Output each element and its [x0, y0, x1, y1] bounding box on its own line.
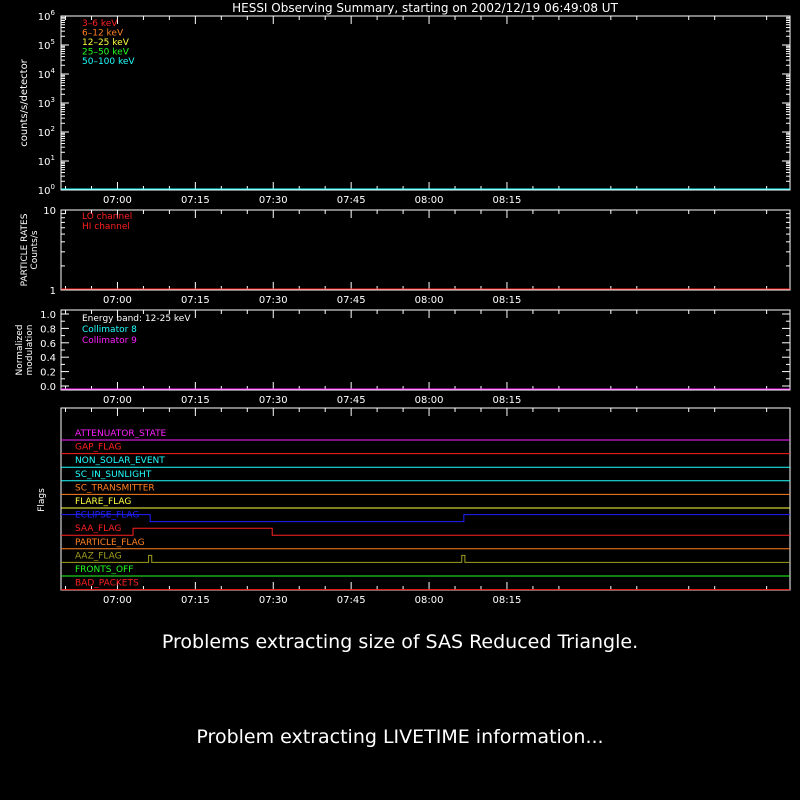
- y-tick-label: 1.0: [40, 310, 56, 321]
- flag-line-eclipse-flag: [61, 515, 790, 522]
- legend-entry: 6–12 keV: [82, 28, 124, 39]
- legend-entry: 3–6 keV: [82, 19, 118, 29]
- y-tick-exponent: 0: [50, 183, 55, 191]
- x-tick-label: 08:00: [414, 395, 444, 406]
- y-tick-exponent: 3: [50, 96, 55, 104]
- y-tick-label: $10^0$: [37, 183, 55, 197]
- x-tick-label: 07:00: [103, 195, 132, 206]
- flag-line-aaz-flag: [61, 555, 790, 562]
- y-tick-exponent: 6: [50, 9, 55, 17]
- y-axis-label-line1: PARTICLE RATES: [20, 213, 30, 287]
- x-tick-label: 07:15: [180, 595, 210, 606]
- legend-entry: LO channel: [82, 212, 133, 222]
- y-axis-label: Flags: [37, 488, 47, 512]
- flag-label: AAZ_FLAG: [75, 551, 122, 562]
- flag-label: FLARE_FLAG: [75, 497, 132, 507]
- flag-label: PARTICLE_FLAG: [75, 537, 145, 548]
- y-tick-label: 0.4: [40, 353, 56, 365]
- legend-entry: 12–25 keV: [82, 38, 129, 48]
- x-tick-label: 08:15: [492, 395, 522, 406]
- x-tick-label: 08:00: [414, 595, 444, 606]
- y-axis-label-line2: Counts/s: [30, 230, 40, 270]
- x-tick-label: 07:45: [336, 595, 366, 606]
- sas-error-message: Problems extracting size of SAS Reduced Triangle.: [161, 631, 639, 653]
- flag-label: SC_IN_SUNLIGHT: [75, 469, 152, 480]
- flag-label: ECLIPSE_FLAG: [75, 510, 140, 521]
- x-tick-label: 07:45: [336, 195, 366, 206]
- legend-entry: HI channel: [82, 222, 130, 232]
- flag-line-saa-flag: [61, 528, 790, 535]
- x-tick-label: 08:00: [414, 295, 444, 306]
- y-tick-label: 0.2: [40, 367, 56, 379]
- legend-entry: Collimator 8: [82, 325, 137, 335]
- y-tick-label: $10^2$: [37, 125, 55, 139]
- x-tick-label: 07:45: [336, 295, 366, 306]
- livetime-error-message: Problem extracting LIVETIME information...: [196, 726, 604, 748]
- x-tick-label: 07:00: [103, 295, 132, 306]
- chart-title: HESSI Observing Summary, starting on 2002/12/19 06:49:08 UT: [232, 1, 618, 15]
- y-tick-label: 10: [43, 206, 56, 217]
- y-tick-label: $10^3$: [37, 96, 55, 110]
- flag-label: GAP_FLAG: [75, 442, 122, 453]
- flag-label: SC_TRANSMITTER: [75, 483, 155, 494]
- legend-entry: 50–100 keV: [82, 57, 135, 67]
- x-tick-label: 07:30: [258, 295, 288, 306]
- x-tick-label: 08:15: [492, 195, 522, 206]
- y-tick-exponent: 1: [50, 154, 55, 162]
- x-tick-label: 07:15: [180, 195, 210, 206]
- y-tick-label: 0.6: [40, 338, 56, 350]
- y-tick-exponent: 4: [50, 67, 55, 75]
- flag-label: BAD_PACKETS: [75, 578, 139, 589]
- x-tick-label: 07:15: [180, 395, 210, 406]
- x-tick-label: 07:30: [258, 195, 288, 206]
- y-axis-label: counts/s/detector: [19, 59, 30, 147]
- x-tick-label: 07:15: [180, 295, 210, 306]
- x-tick-label: 07:30: [258, 595, 288, 606]
- x-tick-label: 07:00: [103, 395, 132, 406]
- y-tick-exponent: 2: [50, 125, 55, 133]
- y-tick-label: $10^4$: [37, 67, 55, 81]
- legend-entry: 25–50 keV: [82, 47, 129, 58]
- y-tick-label: 0.8: [40, 324, 56, 336]
- legend-entry: Collimator 9: [82, 336, 137, 346]
- energy-band-annotation: Energy band: 12-25 keV: [82, 314, 191, 324]
- flag-label: FRONTS_OFF: [75, 565, 134, 575]
- x-tick-label: 08:15: [492, 595, 522, 606]
- panel-frame-0: [61, 16, 790, 190]
- y-tick-label: $10^1$: [37, 154, 55, 168]
- x-tick-label: 08:15: [492, 295, 522, 306]
- x-tick-label: 08:00: [414, 195, 444, 206]
- y-axis-label-line2: modulation: [25, 324, 35, 376]
- y-tick-label: $10^5$: [37, 38, 55, 52]
- flag-label: ATTENUATOR_STATE: [75, 429, 167, 439]
- x-tick-label: 07:45: [336, 395, 366, 406]
- y-tick-label: 1: [49, 286, 56, 297]
- y-tick-exponent: 5: [50, 38, 55, 46]
- y-tick-label: 0.0: [40, 382, 56, 393]
- y-axis-label-line1: Normalized: [15, 324, 25, 376]
- panel-frame-1: [61, 210, 790, 290]
- flag-label: NON_SOLAR_EVENT: [75, 456, 165, 467]
- y-tick-label: $10^6$: [37, 9, 55, 23]
- x-tick-label: 07:00: [103, 595, 132, 606]
- x-tick-label: 07:30: [258, 395, 288, 406]
- flag-label: SAA_FLAG: [75, 524, 122, 535]
